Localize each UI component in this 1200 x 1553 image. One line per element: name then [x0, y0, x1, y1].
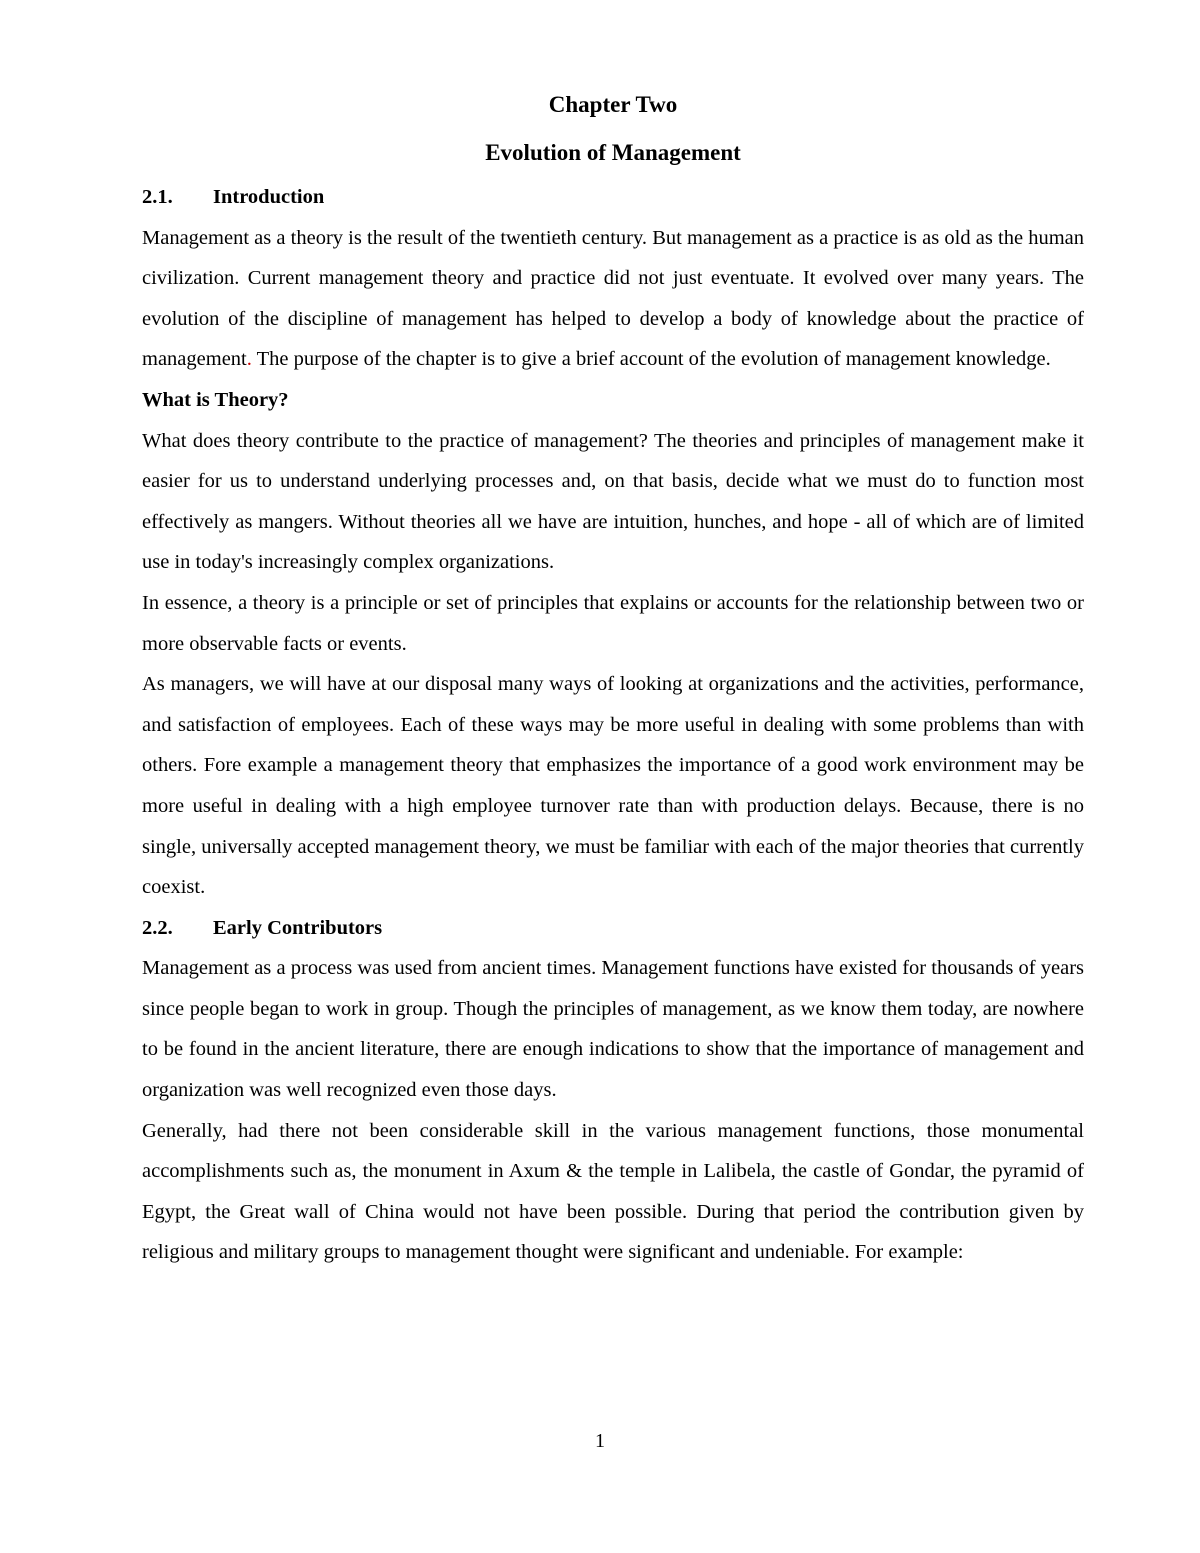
section-heading-early-contributors — [142, 908, 1084, 949]
intro-paragraph — [142, 218, 1084, 380]
section-title: Early Contributors — [213, 916, 383, 939]
intro-paragraph-main: Management as a theory is the result of the twentieth century. But management as a practice is as old as the human civilization. Current management theory and practice did not just eventuate. It evolved over many years. The evolution of the discipline of management has helped to develop a body of knowledge about the practice of management — [142, 226, 1084, 371]
intro-paragraph-tail: The purpose of the chapter is to give a brief account of the evolution of management knowledge. — [251, 348, 1051, 371]
theory-paragraph-3: As managers, we will have at our disposal many ways of looking at organizations and the activities, performance, and satisfaction of employees. Each of these ways may be more useful in dealing with some problems than with others. Fore example a management theory that emphasizes the importance of a good work environment may be more useful in dealing with a high employee turnover rate than with production delays. Because, there is no single, universally accepted management theory, we must be familiar with each of the major theories that currently coexist. — [142, 673, 1084, 899]
early-paragraph-2: Generally, had there not been considerable skill in the various management functions, those monumental accomplishments such as, the monument in Axum & the temple in Lalibela, the castle of Gondar, the pyramid of Egypt, the Great wall of China would not have been possible. During that period the contribution given by religious and military groups to management thought were significant and undeniable. For example: — [142, 1119, 1084, 1264]
what-is-theory-heading: What is Theory? — [142, 388, 289, 411]
section-title: Introduction — [213, 186, 325, 208]
document-page — [142, 84, 1084, 1273]
section-number: 2.1. — [142, 186, 173, 208]
early-paragraph-1: Management as a process was used from ancient times. Management functions have existed for thousands of years since people began to work in group. Though the principles of management, as we know them today, are nowhere to be found in the ancient literature, there are enough indications to show that the importance of management and organization was well recognized even those days. — [142, 957, 1084, 1102]
intro-paragraph-red-period: . — [246, 348, 252, 371]
chapter-subtitle: Evolution of Management — [485, 140, 741, 165]
page-number: 1 — [595, 1430, 605, 1452]
theory-paragraph-1: What does theory contribute to the practice of management? The theories and principles of management make it easier for us to understand underlying processes and, on that basis, decide what we must do to function most effectively as mangers. Without theories all we have are intuition, hunches, and hope - all of which are of limited use in today's increasingly complex organizations. — [142, 429, 1084, 574]
chapter-title: Chapter Two — [548, 92, 678, 117]
section-number: 2.2. — [142, 916, 173, 939]
section-heading-introduction — [142, 177, 1084, 218]
theory-paragraph-2: In essence, a theory is a principle or set of principles that explains or accounts for the relationship between two or more observable facts or events. — [142, 591, 1084, 655]
